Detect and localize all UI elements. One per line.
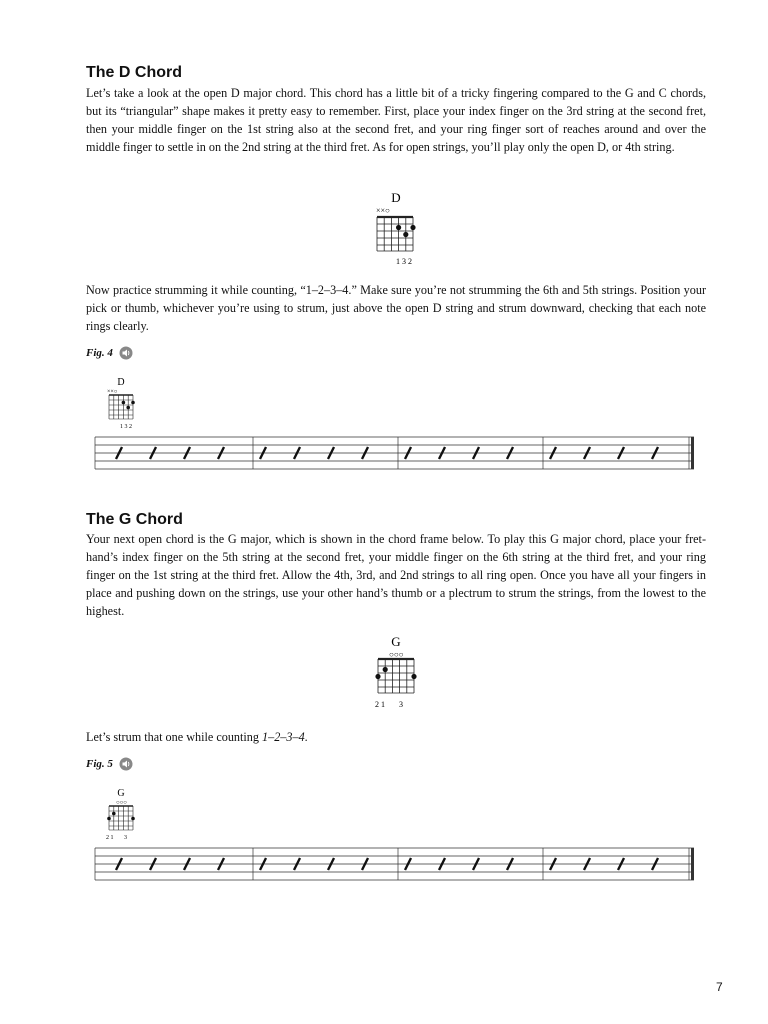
g-chord-diagram (370, 632, 426, 712)
page-number: 7 (716, 980, 723, 994)
g-chord-paragraph: Your next open chord is the G major, which is shown in the chord frame below. To play this G major chord, place your fret-hand’s index finger on the 5th string at the second fret, your middle finger on the 6th string at the third fret, and your ring finger on the 1st string at the third fret. Allow the 4th, 3rd, and 2nd strings to all ring open. Once you have all your fingers in place and pushing down on the strings, use your other hand’s thumb or a plectrum to strum the strings, from the lowest to the highest. (86, 532, 706, 618)
fig4-rhythm-staff (94, 436, 696, 478)
fig5-rhythm-staff (94, 847, 696, 889)
fig4-label (86, 346, 133, 360)
finger-dot (403, 232, 408, 237)
d-chord-name: D (391, 190, 401, 205)
fig4-chord-fingering: 1 3 2 (120, 424, 132, 430)
fig4-label-text: Fig. 4 (86, 347, 113, 359)
g-chord-markers: ○○○ (389, 650, 404, 659)
d-chord-heading: The D Chord (86, 64, 182, 81)
g-practice-suffix: . (304, 730, 308, 744)
fig4-chord-markers: ××○ (107, 389, 118, 395)
fig5-label-text: Fig. 5 (86, 758, 113, 770)
g-practice-count: 1–2–3–4 (262, 730, 305, 744)
fig5-chord-markers: ○○○ (116, 800, 127, 806)
finger-dot (396, 225, 401, 230)
g-practice-prefix: Let’s strum that one while counting (86, 730, 263, 744)
d-chord-practice-paragraph: Now practice strumming it while counting, “1–2–3–4.” Make sure you’re not strumming the 6th and 5th strings. Position your pick or thumb, whichever you’re using to strum, just above the open D string and strum downward, checking that each note rings clearly. (86, 283, 706, 333)
fig5-g-chord-diagram (104, 786, 144, 842)
fig4-chord-name: D (117, 377, 125, 388)
d-chord-markers: ××○ (376, 206, 390, 215)
d-chord-fingering: 1 3 2 (396, 257, 412, 266)
fig5-chord-name: G (117, 788, 125, 799)
g-chord-name: G (391, 634, 401, 649)
finger-dot (410, 225, 415, 230)
g-chord-heading: The G Chord (86, 511, 183, 528)
g-chord-fingering: 2 1 3 (375, 700, 403, 709)
speaker-play-icon[interactable] (119, 757, 133, 771)
speaker-play-icon[interactable] (119, 346, 133, 360)
fig5-label (86, 757, 133, 771)
fig5-chord-fingering: 2 1 3 (106, 835, 127, 841)
d-chord-diagram (368, 188, 424, 268)
d-chord-paragraph: Let’s take a look at the open D major chord. This chord has a little bit of a tricky fingering compared to the G and C chords, but its “triangular” shape makes it pretty easy to remember. First, place your index finger on the 3rd string at the second fret, then your middle finger on the 1st string also at the second fret, and your ring finger sort of reaches around and over the middle finger to settle in on the 2nd string at the third fret. As for open strings, you’ll play only the open D, or 4th string. (86, 86, 706, 154)
g-chord-practice-paragraph (86, 728, 706, 746)
fig4-d-chord-diagram (104, 375, 144, 431)
